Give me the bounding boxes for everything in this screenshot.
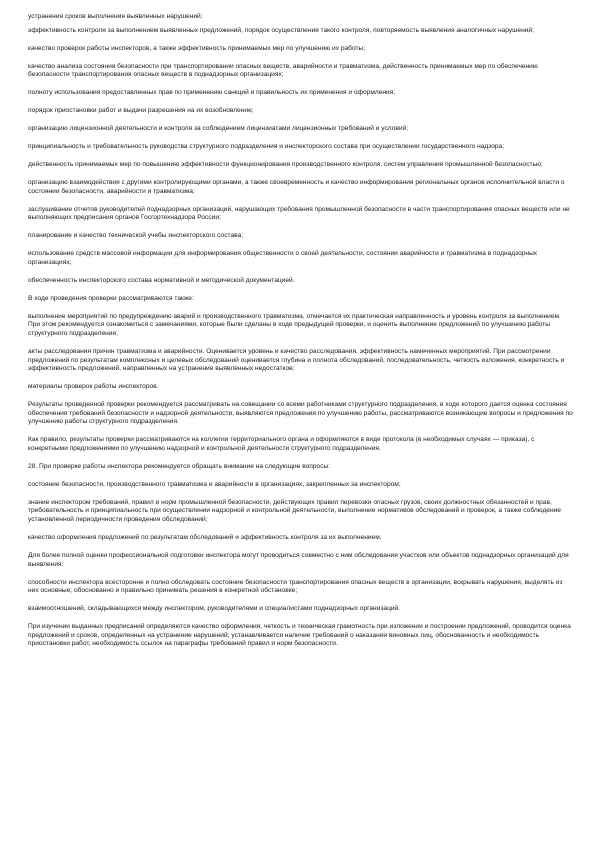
paragraph: эффективность контроля за выполнением выявленных предложений, порядок осуществления такого контроля, повторяемость выявления аналогичных нарушений; (28, 26, 534, 34)
paragraph: способности инспектора всесторонне и полно обследовать состояние безопасности транспортирования опасных веществ в организации, вскрывать нарушения, выделять из них основные; обоснованно и правильно принимать решения в конкретной обстановке; (28, 578, 563, 595)
paragraph: Для более полной оценки профессиональной подготовки инспектора могут проводиться совместно с ним обследования участков или объектов поднадзорных организаций для выявления: (28, 551, 569, 568)
paragraph: организацию лицензионной деятельности и контроля за соблюдением лицензиатами лицензионных требований и условий; (28, 125, 409, 133)
paragraph: заслушивание отчетов руководителей поднадзорных организаций, нарушающих требования промышленной безопасности в части транспортирования опасных веществ или не выполняющих предписания органов Госгортехнадзора России; (28, 205, 570, 222)
paragraph: планирование и качество технической учебы инспекторского состава; (28, 232, 244, 240)
paragraph: полноту использования предоставленных прав по применению санкций и правильность их применения и оформления; (28, 89, 396, 97)
paragraph: качество оформления предложений по результатам обследований и эффективность контроля за их выполнением. (28, 533, 382, 541)
paragraph: качество анализа состояния безопасности при транспортировании опасных веществ, аварийности и травматизма, действенность принимаемых мер по обеспечению безопасности транспортирования опасных веществ в поднадзорных организациях; (28, 62, 538, 79)
paragraph: принципиальность и требовательность руководства структурного подразделения и инспекторского состава при осуществлении государственного надзора; (28, 143, 505, 151)
paragraph: Как правило, результаты проверки рассматриваются на коллегии территориального органа и оформляются в виде протокола (в необходимых случаях — приказа), с конкретными предложениями по улучшению надзорной и контрольной деятельности структурного подразделения. (28, 436, 535, 452)
paragraph: состояние безопасности, производственного травматизма и аварийности в организациях, закрепленных за инспектором; (28, 480, 401, 488)
paragraph: знание инспектором требований, правил и норм промышленной безопасности, действующих правил перевозки опасных грузов, своих должностных обязанностей и прав, требовательность и принципиальность при осуществлении надзорной и контрольной деятельности, выполнение нормативов обследований и проверок, а также соблюдение установленной периодичности проведения обследований; (28, 498, 561, 523)
paragraph: акты расследования причин травматизма и аварийности. Оценивается уровень и качество расследования, эффективность намеченных мероприятий. При рассмотрении предложений по результатам комплексных и целевых обследований оценивается глубина и полнота обследований, последовательность, четкость изложения, конкретность и эффективность предложений, направленных на устранение выявленных недостатков; (28, 347, 565, 373)
paragraph: устранения сроков выполнения выявленных нарушений; (28, 13, 203, 20)
paragraph: При изучении выданных предписаний определяются качество оформления, четкость и техническая грамотность при изложении и построении предложений, проводится оценка предложений и сроков, определенных на устранение нарушений; устанавливается наличие требований о наказании виновных лиц, обоснованность и необходимость приостановки работ, необходимость ссылок на параграфы требований правил и норм безопасности. (28, 623, 571, 648)
paragraph: использование средств массовой информации для информирования общественности о своей деятельности, состоянии аварийности и травматизма в поднадзорных организациях; (28, 250, 538, 266)
paragraph: действенность принимаемых мер по повышению эффективности функционирования производственного контроля, систем управления промышленной безопасностью; (28, 161, 543, 169)
paragraph: В ходе проведения проверки рассматриваются также: (28, 294, 194, 302)
paragraph: Результаты проведенной проверки рекомендуется рассматривать на совещании со всеми работниками структурного подразделения, в ходе которого дается оценка состояния обеспечения требований безопасности и надзорной деятельности, выявляются предложения по улучшению работы, рассматриваются возникающие вопросы и предложения по улучшению работы структурного подразделения. (28, 401, 573, 426)
paragraph: взаимоотношений, складывающихся между инспектором, руководителями и специалистами поднадзорных организаций. (28, 605, 401, 613)
paragraph: организацию взаимодействия с другими контролирующими органами, а также своевременность и качество информирования региональных органов исполнительной власти о состоянии безопасности, аварийности и травматизма; (28, 179, 565, 195)
section-heading: 28. При проверке работы инспектора рекомендуется обращать внимание на следующие вопросы: (28, 462, 331, 470)
paragraph: обеспеченность инспекторского состава нормативной и методической документацией. (28, 276, 295, 284)
paragraph: порядок приостановки работ и выдачи разрешения на их возобновление; (28, 107, 254, 115)
paragraph: выполнение мероприятий по предупреждению аварий и производственного травматизма, отмечается их практическая направленность и уровень контроля за выполнением. При этом рекомендуется ознакомиться с замечаниями, которые были сделаны в ходе предыдущей проверки, и оценить выполнение предложений по улучшению работы структурного подразделения; (28, 312, 561, 337)
paragraph: материалы проверок работы инспекторов. (28, 383, 159, 391)
paragraph: качество проверок работы инспекторов, а также эффективность принимаемых мер по улучшению их работы; (28, 44, 366, 52)
